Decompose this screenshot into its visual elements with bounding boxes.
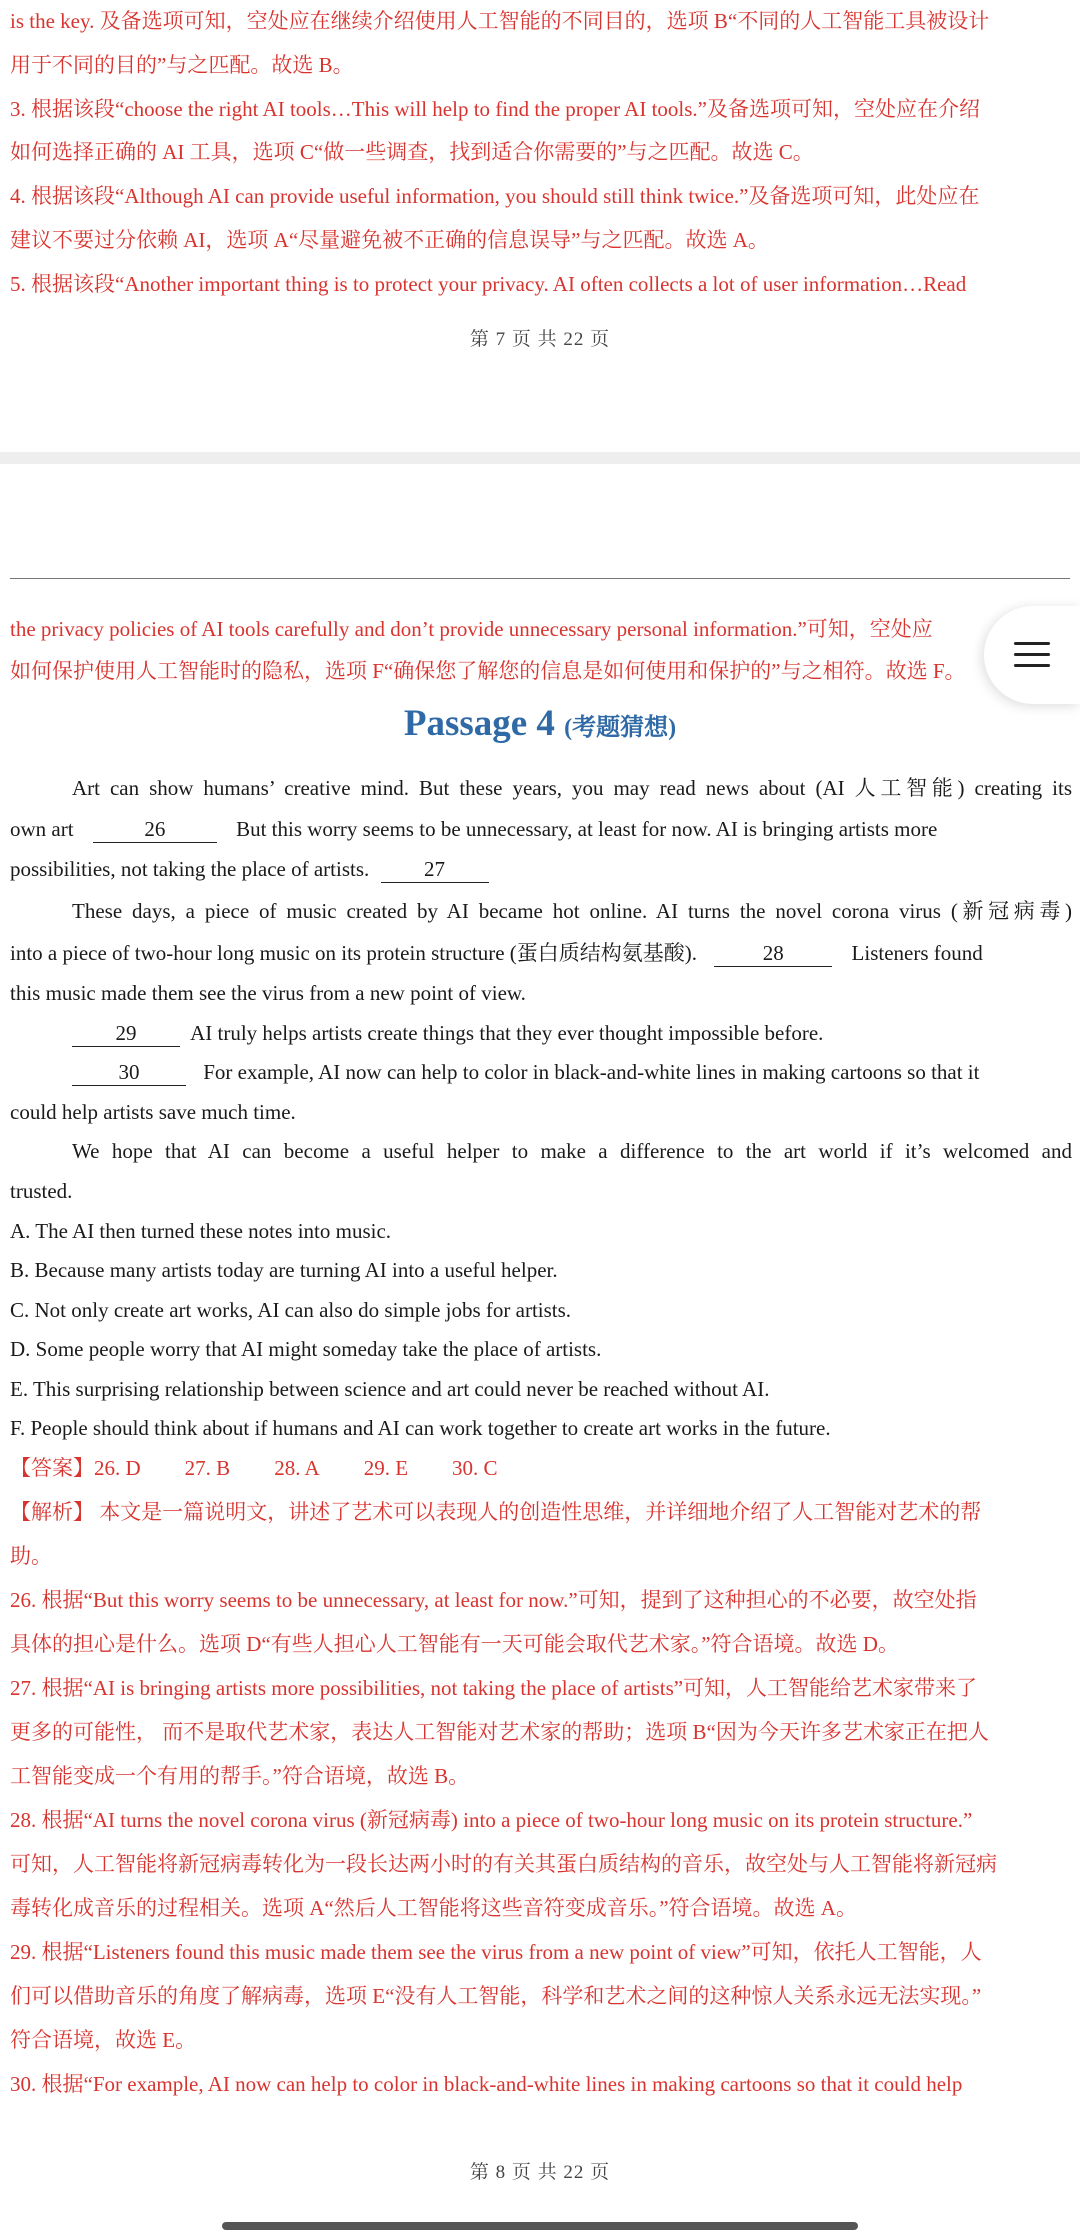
page-footer: 第 7 页 共 22 页 xyxy=(469,329,611,350)
analysis-line: 【解析】 本文是一篇说明文，讲述了艺术可以表现人的创造性思维，并详细地介绍了人工智能对艺术的帮 xyxy=(10,1500,982,1524)
passage-line xyxy=(10,854,1072,884)
analysis-line: 30. 根据“For example, AI now can help to color in black-and-white lines in making cartoons so that it could help xyxy=(10,2072,963,2096)
passage-title xyxy=(0,702,1080,745)
answer-item: 26. D xyxy=(94,1456,141,1480)
analysis-line: 26. 根据“But this worry seems to be unnecessary, at least for now.”可知，提到了这种担心的不必要，故空处指 xyxy=(10,1588,977,1612)
passage-line xyxy=(10,1057,1072,1087)
analysis-line: 毒转化成音乐的过程相关。选项 A“然后人工智能将这些音符变成音乐。”符合语境。故选 A。 xyxy=(10,1896,857,1920)
home-indicator[interactable] xyxy=(222,2222,858,2230)
menu-button[interactable] xyxy=(984,606,1080,704)
option-d: D. Some people worry that AI might someday take the place of artists. xyxy=(10,1337,602,1361)
analysis-line: 如何选择正确的 AI 工具，选项 C“做一些调查，找到适合你需要的”与之匹配。故选 C。 xyxy=(10,140,814,164)
analysis-line: 具体的担心是什么。选项 D“有些人担心人工智能有一天可能会取代艺术家。”符合语境。故选 D。 xyxy=(10,1632,899,1656)
page-footer: 第 8 页 共 22 页 xyxy=(469,2162,611,2183)
analysis-line: 更多的可能性， 而不是取代艺术家，表达人工智能对艺术家的帮助；选项 B“因为今天许多艺术家正在把人 xyxy=(10,1720,989,1744)
option-b: B. Because many artists today are turning AI into a useful helper. xyxy=(10,1258,558,1282)
answer-item: 28. A xyxy=(274,1456,320,1480)
passage-text: AI truly helps artists create things that they ever thought impossible before. xyxy=(190,1021,824,1045)
analysis-line: the privacy policies of AI tools carefully and don’t provide unnecessary personal information.”可知，空处应 xyxy=(10,617,933,641)
analysis-line: 助。 xyxy=(10,1544,52,1568)
analysis-line: is the key. 及备选项可知，空处应在继续介绍使用人工智能的不同目的，选项 B“不同的人工智能工具被设计 xyxy=(10,9,990,33)
passage-text: Listeners found xyxy=(851,941,983,965)
passage-line: could help artists save much time. xyxy=(10,1100,296,1124)
answer-label: 【答案】 xyxy=(10,1456,94,1480)
blank-30: 30 xyxy=(72,1059,186,1086)
passage-line: trusted. xyxy=(10,1179,73,1203)
document-page-7 xyxy=(0,0,1080,452)
passage-text: possibilities, not taking the place of artists. xyxy=(10,857,370,881)
passage-text: For example, AI now can help to color in black-and-white lines in making cartoons so that it xyxy=(203,1060,980,1084)
blank-27: 27 xyxy=(381,856,489,883)
passage-line: We hope that AI can become a useful helper to make a difference to the art world if it’s welcomed and xyxy=(72,1139,1072,1163)
passage-text: own art xyxy=(10,817,74,841)
passage-text: But this worry seems to be unnecessary, at least for now. AI is bringing artists more xyxy=(236,817,938,841)
answer-item: 29. E xyxy=(363,1456,409,1480)
analysis-line: 5. 根据该段“Another important thing is to protect your privacy. AI often collects a lot of user information…Read xyxy=(10,272,967,296)
option-c: C. Not only create art works, AI can also do simple jobs for artists. xyxy=(10,1298,572,1322)
analysis-line: 符合语境，故选 E。 xyxy=(10,2028,197,2052)
analysis-line: 可知，人工智能将新冠病毒转化为一段长达两小时的有关其蛋白质结构的音乐，故空处与人工智能将新冠病 xyxy=(10,1852,997,1876)
analysis-line: 27. 根据“AI is bringing artists more possibilities, not taking the place of artists”可知，人工智能给艺术家带来了 xyxy=(10,1676,978,1700)
analysis-line: 29. 根据“Listeners found this music made them see the virus from a new point of view”可知，依托人工智能，人 xyxy=(10,1940,982,1964)
passage-title-text: Passage 4 xyxy=(403,703,555,744)
analysis-line: 用于不同的目的”与之匹配。故选 B。 xyxy=(10,53,354,77)
blank-28: 28 xyxy=(714,940,832,967)
analysis-line: 4. 根据该段“Although AI can provide useful information, you should still think twice.”及备选项可知，此处应在 xyxy=(10,184,980,208)
option-e: E. This surprising relationship between science and art could never be reached without AI. xyxy=(10,1377,770,1401)
blank-29: 29 xyxy=(72,1020,180,1047)
header-rule xyxy=(10,578,1070,579)
passage-line: Art can show humans’ creative mind. But these years, you may read news about (AI 人工智能) creating its xyxy=(72,776,1072,800)
analysis-line: 3. 根据该段“choose the right AI tools…This will help to find the proper AI tools.”及备选项可知，空处应在介绍 xyxy=(10,97,980,121)
answer-item: 30. C xyxy=(452,1456,498,1480)
passage-line: this music made them see the virus from a new point of view. xyxy=(10,981,526,1005)
document-page-8 xyxy=(0,464,1080,2240)
option-a: A. The AI then turned these notes into music. xyxy=(10,1219,392,1243)
passage-line xyxy=(10,938,1072,968)
option-f: F. People should think about if humans and AI can work together to create art works in the future. xyxy=(10,1416,831,1440)
analysis-line: 如何保护使用人工智能时的隐私，选项 F“确保您了解您的信息是如何使用和保护的”与之相符。故选 F。 xyxy=(10,659,966,683)
blank-26: 26 xyxy=(93,816,217,843)
hamburger-menu-icon xyxy=(1014,640,1050,670)
passage-line xyxy=(10,814,1072,844)
passage-line: These days, a piece of music created by AI became hot online. AI turns the novel corona virus (新冠病毒) xyxy=(72,899,1072,923)
analysis-line: 工智能变成一个有用的帮手。”符合语境，故选 B。 xyxy=(10,1764,470,1788)
passage-line xyxy=(10,1018,1072,1048)
analysis-line: 28. 根据“AI turns the novel corona virus (新冠病毒) into a piece of two-hour long music on its protein structure.” xyxy=(10,1808,973,1832)
analysis-line: 建议不要过分依赖 AI，选项 A“尽量避免被不正确的信息误导”与之匹配。故选 A。 xyxy=(10,228,769,252)
answer-line xyxy=(10,1453,1072,1483)
passage-subtitle: (考题猜想) xyxy=(564,715,677,741)
answer-item: 27. B xyxy=(184,1456,231,1480)
page-separator xyxy=(0,452,1080,464)
passage-text: into a piece of two-hour long music on its protein structure (蛋白质结构氨基酸). xyxy=(10,941,698,965)
analysis-line: 们可以借助音乐的角度了解病毒，选项 E“没有人工智能，科学和艺术之间的这种惊人关系永远无法实现。” xyxy=(10,1984,982,2008)
